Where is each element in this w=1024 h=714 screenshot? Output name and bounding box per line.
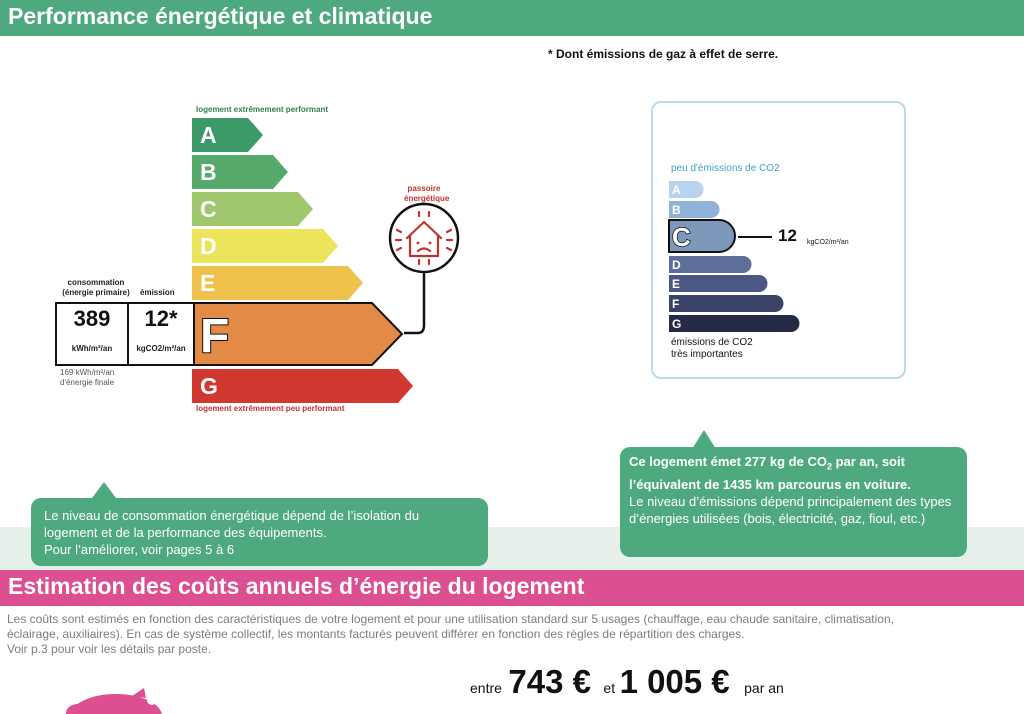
ghg-class-a-letter: A xyxy=(672,183,681,197)
emission-unit: kgCO2/m²/an xyxy=(136,344,186,353)
cost-low: 743 € xyxy=(508,663,591,700)
cost-high: 1 005 € xyxy=(619,663,730,700)
ghg-class-f-letter: F xyxy=(672,297,680,311)
ghg-class-g-letter: G xyxy=(672,317,682,331)
consumption-header: consommation (énergie primaire) xyxy=(62,278,130,297)
callout-energy-info xyxy=(31,498,488,566)
ghg-value: 12 xyxy=(778,226,797,245)
energy-class-e-bar xyxy=(192,266,363,300)
callout-left-line-3: Pour l’améliorer, voir pages 5 à 6 xyxy=(44,542,235,557)
cost-and-label: et xyxy=(603,680,616,696)
energy-class-b-letter: B xyxy=(200,159,217,185)
energy-class-e-letter: E xyxy=(200,270,216,296)
passoire-badge xyxy=(390,204,458,272)
ghg-class-d-letter: D xyxy=(672,258,681,272)
passoire-label: passoire énergétique xyxy=(404,184,450,203)
passoire-connector xyxy=(404,272,424,333)
co2-subscript: 2 xyxy=(826,461,832,472)
energy-bottom-caption: logement extrêmement peu performant xyxy=(196,404,345,413)
emission-value: 12* xyxy=(144,306,178,331)
costs-description-line-2: éclairage, auxiliaires). En cas de système collectif, les montants facturés peuvent différer en fonction des règles de répartition des charges. xyxy=(7,627,745,641)
energy-class-c-letter: C xyxy=(200,196,217,222)
costs-description xyxy=(7,612,1017,657)
costs-title: Estimation des coûts annuels d’énergie du logement xyxy=(8,573,585,599)
energy-class-g-bar xyxy=(192,369,413,403)
energy-class-g-letter: G xyxy=(200,373,218,399)
cost-between-label: entre xyxy=(470,680,502,696)
costs-description-line-1: Les coûts sont estimés en fonction des caractéristiques de votre logement et pour une utilisation standard sur 5 usages (chauffage, eau chaude sanitaire, climatisation, xyxy=(7,612,894,626)
piggy-bank-icon xyxy=(60,686,170,714)
final-energy: 169 kWh/m²/an d'énergie finale xyxy=(60,368,115,387)
callout-emissions-info xyxy=(620,447,967,557)
cost-per-year-label: par an xyxy=(744,680,784,696)
emission-header: émission xyxy=(140,288,175,297)
ghg-class-b-letter: B xyxy=(672,203,681,217)
callout-left-line-2: logement et de la performance des équipements. xyxy=(44,525,327,540)
cost-range xyxy=(470,662,784,709)
footnote: * Dont émissions de gaz à effet de serre. xyxy=(548,47,779,61)
callout-left-arrow xyxy=(92,482,116,498)
consumption-unit: kWh/m²/an xyxy=(71,344,113,353)
callout-left-line-1: Le niveau de consommation énergétique dépend de l’isolation du xyxy=(44,508,420,523)
section-header-costs xyxy=(0,570,1024,606)
ghg-class-c-letter: C xyxy=(672,222,691,252)
ghg-unit: kgCO2/m²/an xyxy=(807,239,849,246)
energy-class-a-letter: A xyxy=(200,122,217,148)
ghg-top-caption: peu d'émissions de CO2 xyxy=(671,163,780,174)
energy-class-d-letter: D xyxy=(200,233,217,259)
energy-top-caption: logement extrêmement performant xyxy=(196,105,329,114)
costs-description-line-3: Voir p.3 pour voir les détails par poste. xyxy=(7,642,212,656)
ghg-class-e-letter: E xyxy=(672,277,681,291)
energy-class-f-letter: F xyxy=(200,310,230,363)
consumption-value: 389 xyxy=(73,306,111,331)
emission-sentence-end: par an, soit l’équivalent de 1435 km parcourus en voiture. xyxy=(629,454,911,492)
ghg-bottom-caption: émissions de CO2 très importantes xyxy=(671,337,753,360)
emission-sentence-start: Ce logement émet 277 kg de CO xyxy=(629,454,827,469)
callout-right-text: Le niveau d’émissions dépend principalement des types d’énergies utilisées (bois, électricité, gaz, fioul, etc.) xyxy=(629,493,952,526)
section-title: Performance énergétique et climatique xyxy=(8,3,433,29)
callout-right-emphasis xyxy=(629,453,958,493)
